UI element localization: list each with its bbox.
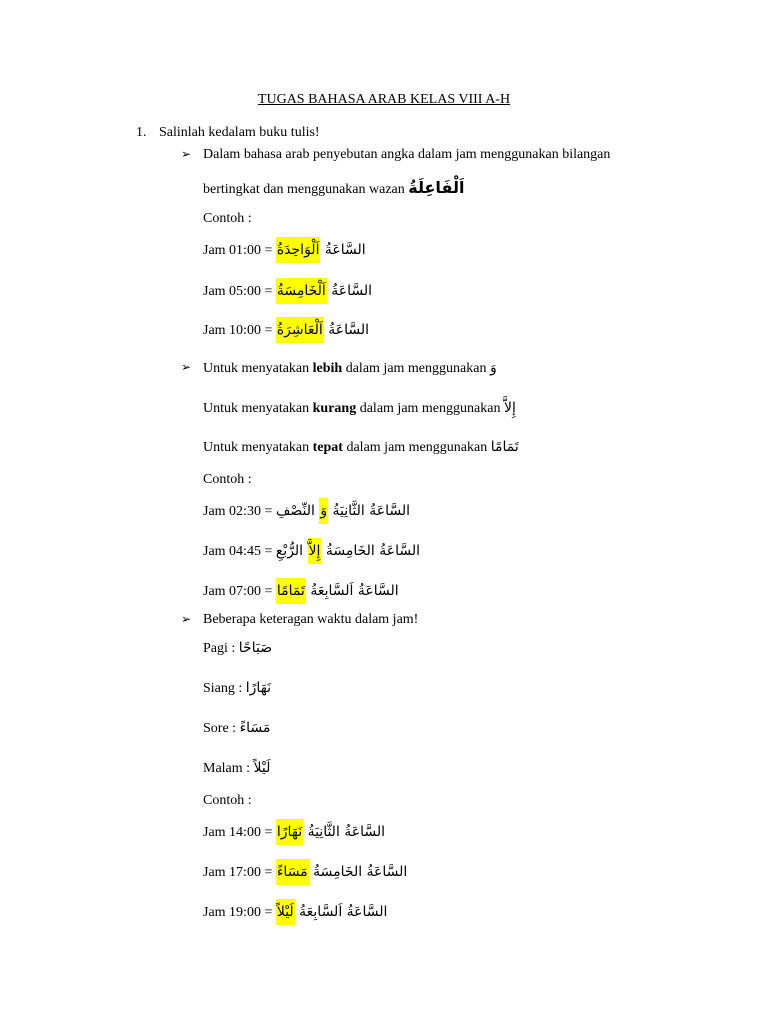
highlighted-arabic: تَمَامًا xyxy=(276,578,306,604)
row-label: Jam 14:00 = xyxy=(203,825,273,840)
row-label: Jam 17:00 = xyxy=(203,865,273,880)
row-label: Jam 07:00 = xyxy=(203,584,273,599)
time-row: Pagi : صَبَاحًا xyxy=(203,640,273,656)
section1-contoh: Contoh : xyxy=(203,211,252,226)
row-label: Jam 10:00 = xyxy=(203,323,273,338)
section3-intro: Beberapa keteragan waktu dalam jam! xyxy=(203,612,419,627)
kurang-line: Untuk menyatakan kurang dalam jam menggunakan إِلاَّ xyxy=(203,400,516,416)
highlighted-arabic: لَيْلاً xyxy=(276,899,295,925)
row-arabic: السَّاعَةُ اَلْخَامِسَةُ xyxy=(276,278,372,304)
row-arabic: السَّاعَةُ الخَامِسَةُ إِلاَّ الرُّبْعِ xyxy=(276,538,420,564)
section2-row xyxy=(203,578,399,604)
section3-row xyxy=(203,819,385,845)
page-title: TUGAS BAHASA ARAB KELAS VIII A-H xyxy=(257,92,511,107)
time-row: Malam : لَيْلاً xyxy=(203,760,271,776)
section3-row xyxy=(203,859,407,885)
section1-line1: Dalam bahasa arab penyebutan angka dalam jam menggunakan bilangan xyxy=(203,147,611,162)
row-arabic: السَّاعَةُ اَلْوَاحِدَةُ xyxy=(276,237,366,263)
row-arabic: السَّاعَةُ الثَّانِيَةُ نَهَارًا xyxy=(276,819,385,845)
row-arabic: السَّاعَةُ اَلسَّابِعَةُ تَمَامًا xyxy=(276,578,399,604)
arrow-bullet-icon: ➢ xyxy=(181,360,192,374)
row-arabic: السَّاعَةُ اَلسَّابِعَةُ لَيْلاً xyxy=(276,899,388,925)
section2-row xyxy=(203,538,420,564)
time-row: Sore : مَسَاءً xyxy=(203,720,271,736)
row-label: Jam 19:00 = xyxy=(203,905,273,920)
time-row: Siang : نَهَارًا xyxy=(203,680,272,696)
row-label: Jam 04:45 = xyxy=(203,544,273,559)
row-arabic: السَّاعَةُ الخَامِسَةُ مَسَاءً xyxy=(276,859,407,885)
section3-row xyxy=(203,899,387,925)
row-label: Jam 05:00 = xyxy=(203,284,273,299)
lebih-line: Untuk menyatakan lebih dalam jam menggunakan وَ xyxy=(203,360,497,376)
highlighted-arabic: مَسَاءً xyxy=(276,859,309,885)
item-number: 1. xyxy=(136,125,147,140)
item-text: Salinlah kedalam buku tulis! xyxy=(159,125,320,140)
wazan-arabic: اَلْفَاعِلَةُ xyxy=(408,178,465,197)
section1-row xyxy=(203,278,372,304)
highlighted-arabic: وَ xyxy=(319,498,328,524)
section1-row xyxy=(203,237,366,263)
section1-row xyxy=(203,317,369,343)
tepat-line: Untuk menyatakan tepat dalam jam menggunakan تَمَامًا xyxy=(203,439,519,455)
highlighted-arabic: اَلْوَاحِدَةُ xyxy=(276,237,321,263)
row-label: Jam 01:00 = xyxy=(203,243,273,258)
arrow-bullet-icon: ➢ xyxy=(181,147,192,161)
section3-contoh: Contoh : xyxy=(203,793,252,808)
row-arabic: السَّاعَةُ اَلْعَاشِرَةُ xyxy=(276,317,369,343)
highlighted-arabic: إِلاَّ xyxy=(308,538,322,564)
row-arabic: السَّاعَةُ الثَّانِيَةُ وَ النِّصْفِ xyxy=(276,498,410,524)
section2-row xyxy=(203,498,410,524)
row-label: Jam 02:30 = xyxy=(203,504,273,519)
section1-line2: bertingkat dan menggunakan wazan xyxy=(203,182,405,197)
section2-contoh: Contoh : xyxy=(203,472,252,487)
highlighted-arabic: نَهَارًا xyxy=(276,819,303,845)
arrow-bullet-icon: ➢ xyxy=(181,612,192,626)
highlighted-arabic: اَلْعَاشِرَةُ xyxy=(276,317,324,343)
highlighted-arabic: اَلْخَامِسَةُ xyxy=(276,278,327,304)
